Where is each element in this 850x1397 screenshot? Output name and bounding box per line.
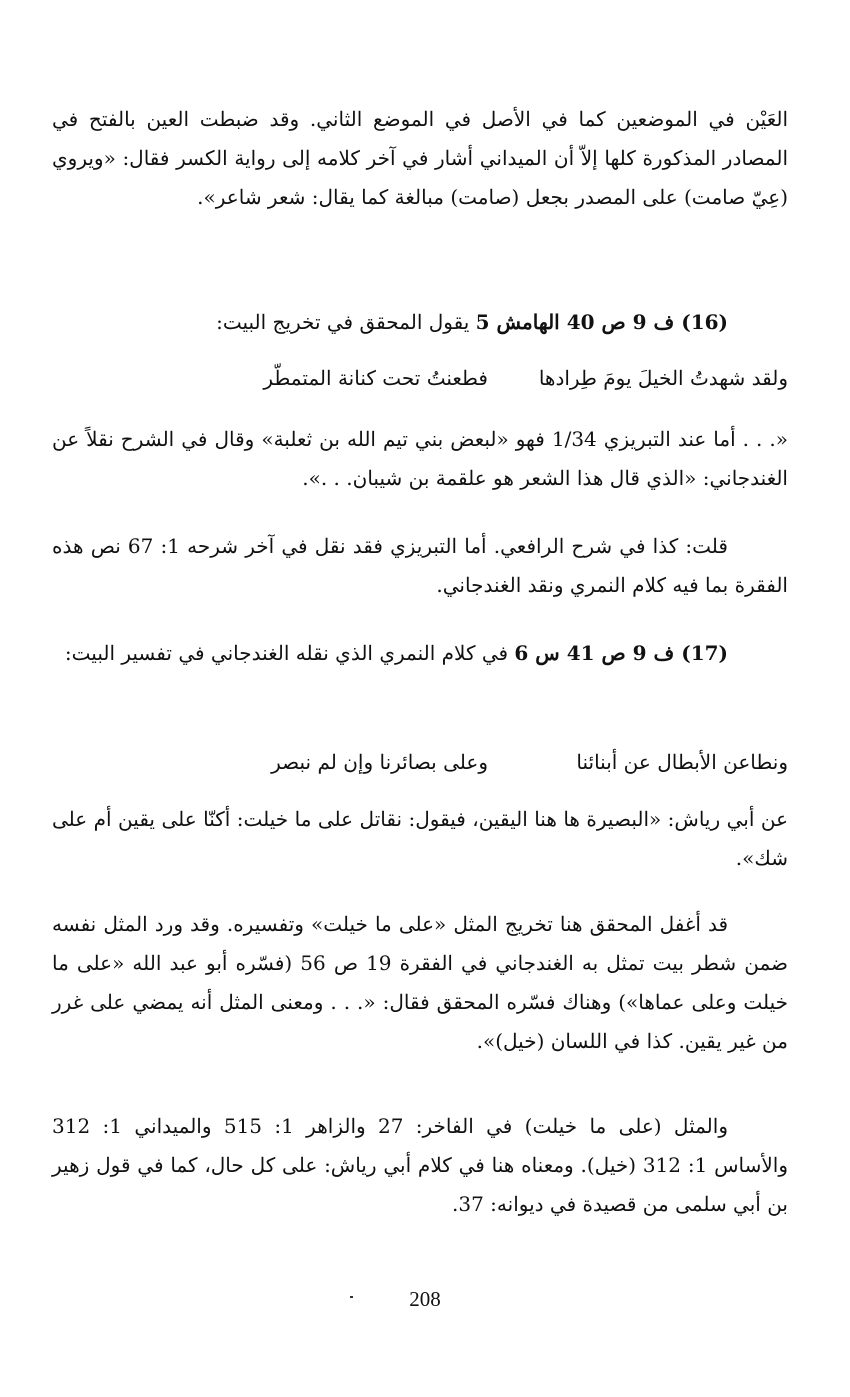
note-16-reference: (16) ف 9 ص 40 الهامش 5 — [475, 310, 728, 334]
note-17-heading — [52, 634, 788, 673]
paragraph-ain-discussion: العَيْن في الموضعين كما في الأصل في الموضع الثاني. وقد ضبطت العين بالفتح في المصادر المذكورة كلها إلاّ أن الميداني أشار في آخر كلامه إلى رواية الكسر فقال: «ويروي (عِيّ صامت) على المصدر بجعل (صامت) مبالغة كما يقال: شعر شاعر». — [52, 107, 788, 209]
verse-2-second-hemistich: وعلى بصائرنا وإن لم نبصر — [271, 750, 488, 774]
note-16-heading — [52, 303, 788, 342]
verse-1 — [263, 359, 788, 398]
note-16-intro: يقول المحقق في تخريج البيت: — [216, 310, 476, 334]
paragraph-proverb-sources: والمثل (على ما خيلت) في الفاخر: 27 والزاهر 1: 515 والميداني 1: 312 والأساس 1: 312 (خيل). ومعناه هنا في كلام أبي رياش: على كل حال، كما في قول زهير بن أبي سلمى من قصيدة في ديوانه: 37. — [52, 1114, 788, 1216]
verse-1-second-hemistich: فطعنتُ تحت كنانة المتمطّر — [263, 366, 488, 390]
paragraph-abu-riyash: عن أبي رياش: «البصيرة ها هنا اليقين، فيقول: نقاتل على ما خيلت: أكنّا على يقين أم على شك». — [52, 807, 788, 870]
note-17-reference: (17) ف 9 ص 41 س 6 — [514, 641, 728, 665]
note-17-intro: في كلام النمري الذي نقله الغندجاني في تفسير البيت: — [64, 641, 515, 665]
verse-2-first-hemistich: ونطاعن الأبطال عن أبنائنا — [576, 750, 788, 774]
paragraph-proverb-omission: قد أغفل المحقق هنا تخريج المثل «على ما خيلت» وتفسيره. وقد ورد المثل نفسه ضمن شطر بيت تمثل به الغندجاني في الفقرة 19 ص 56 (فسّره أبو عبد الله «على ما خيلت وعلى عماها») وهناك فسّره المحقق فقال: «. . . ومعنى المثل أنه يمضي على غرر من غير يقين. كذا في اللسان (خيل)». — [52, 912, 788, 1053]
paragraph-tabrizi-quote: «. . . أما عند التبريزي 1/34 فهو «لبعض بني تيم الله بن ثعلبة» وقال في الشرح نقلاً عن الغندجاني: «الذي قال هذا الشعر هو علقمة بن شيبان. . .». — [52, 427, 788, 490]
paragraph-rafii-note: قلت: كذا في شرح الرافعي. أما التبريزي فقد نقل في آخر شرحه 1: 67 نص هذه الفقرة بما فيه كلام النمري ونقد الغندجاني. — [52, 534, 788, 597]
verse-1-first-hemistich: ولقد شهدتُ الخيلَ يومَ طِرادها — [538, 366, 788, 390]
verse-2 — [271, 743, 788, 782]
page-number: 208 — [409, 1287, 441, 1311]
